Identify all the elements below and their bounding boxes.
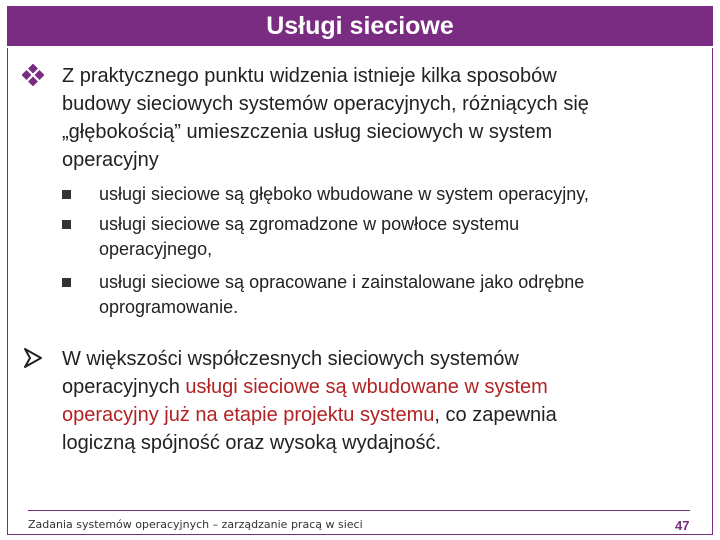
bullet-text xyxy=(62,62,589,174)
square-bullet-icon xyxy=(62,220,71,229)
text-line: „głębokością” umieszczenia usług sieciowych w system xyxy=(62,121,553,143)
plain-text: , co zapewnia xyxy=(434,404,557,426)
text-line: logiczną spójność oraz wysoką wydajność. xyxy=(62,432,442,454)
text-line: Z praktycznego punktu widzenia istnieje kilka sposobów xyxy=(62,65,557,87)
emphasis-text: usługi sieciowe są wbudowane w system xyxy=(185,376,548,398)
text-line: usługi sieciowe są opracowane i zainstalowane jako odrębne xyxy=(99,272,585,292)
text-line: operacyjny xyxy=(62,149,159,171)
square-bullet-icon xyxy=(62,190,71,199)
bullet-point-1 xyxy=(22,62,712,182)
page-number: 47 xyxy=(675,518,690,533)
footer-divider xyxy=(28,510,690,511)
text-line: usługi sieciowe są zgromadzone w powłoce systemu xyxy=(99,214,520,234)
arrow-bullet-icon xyxy=(22,345,46,375)
text-line xyxy=(62,373,557,401)
text-line: operacyjnego, xyxy=(99,239,213,259)
diamond-bullet-icon xyxy=(22,62,46,92)
text-line: usługi sieciowe są głęboko wbudowane w system operacyjny, xyxy=(99,184,589,204)
sub-bullet-text xyxy=(99,182,589,207)
sub-bullet-text xyxy=(99,212,519,262)
bullet-text xyxy=(62,345,557,457)
plain-text: operacyjnych xyxy=(62,376,186,398)
bullet-point-2 xyxy=(22,345,712,465)
text-line: budowy sieciowych systemów operacyjnych, różniących się xyxy=(62,93,589,115)
square-bullet-icon xyxy=(62,278,71,287)
emphasis-text: operacyjny już na etapie projektu systemu xyxy=(62,404,435,426)
slide-title: Usługi sieciowe xyxy=(7,6,713,46)
text-line: W większości współczesnych sieciowych systemów xyxy=(62,348,519,370)
text-line: oprogramowanie. xyxy=(99,297,239,317)
footer-caption: Zadania systemów operacyjnych – zarządzanie pracą w sieci xyxy=(28,518,363,531)
sub-bullet-text xyxy=(99,270,584,320)
text-line xyxy=(62,401,557,429)
